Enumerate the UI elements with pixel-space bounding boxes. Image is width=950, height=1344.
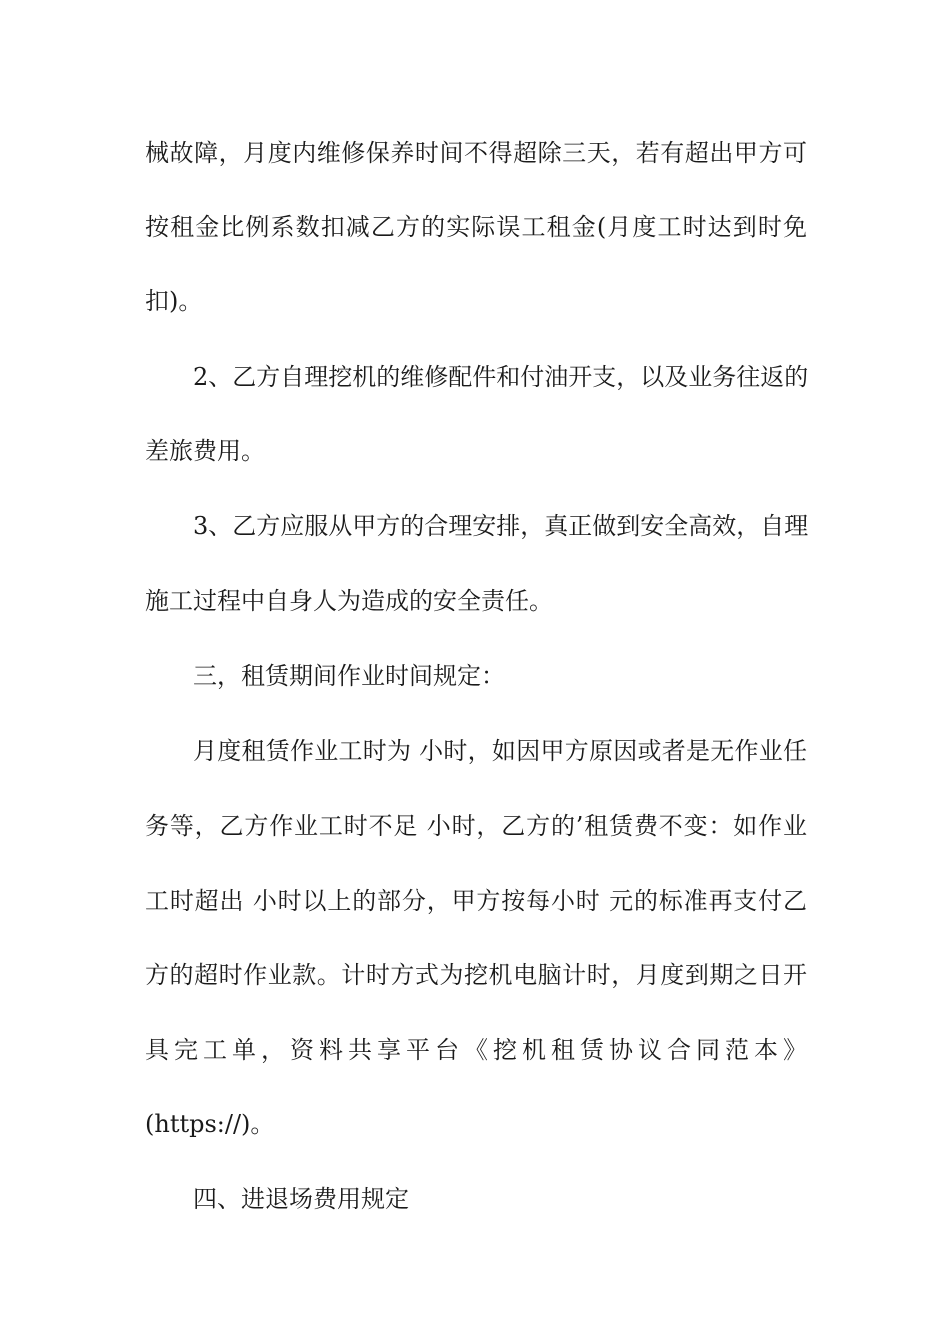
paragraph-line-11: 工时超出 小时以上的部分，甲方按每小时 元的标准再支付乙 — [145, 887, 807, 915]
paragraph-line-14: (https://)。 — [145, 1110, 275, 1138]
paragraph-line-3: 扣)。 — [145, 287, 203, 315]
section-heading-4: 四、进退场费用规定 — [193, 1185, 409, 1213]
paragraph-line-5: 差旅费用。 — [145, 437, 265, 465]
paragraph-line-7: 施工过程中自身人为造成的安全责任。 — [145, 587, 553, 615]
paragraph-line-2: 按租金比例系数扣减乙方的实际误工租金(月度工时达到时免 — [145, 213, 807, 241]
paragraph-line-1: 械故障，月度内维修保养时间不得超除三天，若有超出甲方可 — [145, 139, 807, 167]
paragraph-line-4: 2、乙方自理挖机的维修配件和付油开支，以及业务往返的 — [193, 363, 809, 391]
section-heading-3: 三，租赁期间作业时间规定： — [193, 662, 505, 690]
paragraph-line-12: 方的超时作业款。计时方式为挖机电脑计时，月度到期之日开 — [145, 961, 807, 989]
paragraph-line-9: 月度租赁作业工时为 小时，如因甲方原因或者是无作业任 — [193, 737, 807, 765]
paragraph-line-13: 具完工单，资料共享平台《挖机租赁协议合同范本》 — [145, 1036, 807, 1064]
paragraph-line-6: 3、乙方应服从甲方的合理安排，真正做到安全高效，自理 — [193, 512, 809, 540]
paragraph-line-10: 务等，乙方作业工时不足 小时，乙方的’租赁费不变：如作业 — [145, 812, 807, 840]
